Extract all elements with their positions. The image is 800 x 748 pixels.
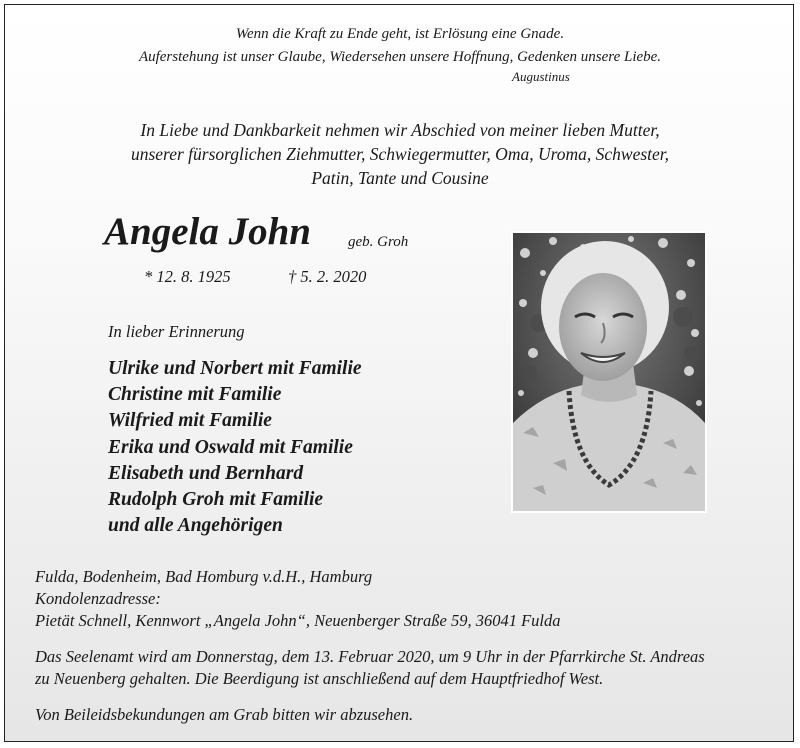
mourner-item: Rudolph Groh mit Familie — [108, 489, 324, 511]
mourners-list — [108, 356, 362, 539]
deceased-name: Angela John — [104, 210, 311, 253]
service-line-2: zu Neuenberg gehalten. Die Beerdigung ist anschließend auf dem Hauptfriedhof West. — [35, 669, 604, 688]
condolence-address: Pietät Schnell, Kennwort „Angela John“, Neuenberger Straße 59, 36041 Fulda — [35, 611, 561, 630]
service-line-1: Das Seelenamt wird am Donnerstag, dem 13. Februar 2020, um 9 Uhr in der Pfarrkirche St. Andreas — [35, 647, 705, 666]
intro-line-1: In Liebe und Dankbarkeit nehmen wir Abschied von meiner lieben Mutter, — [140, 120, 660, 140]
memory-label: In lieber Erinnerung — [108, 322, 245, 341]
maiden-name: geb. Groh — [348, 234, 409, 250]
condolence-label: Kondolenzadresse: — [35, 589, 161, 608]
mourner-item: Ulrike und Norbert mit Familie — [108, 358, 362, 379]
birth-date: * 12. 8. 1925 — [144, 267, 231, 286]
mourner-item: Elisabeth und Bernhard — [108, 462, 304, 484]
quote-author: Augustinus — [512, 69, 570, 84]
intro-line-3: Patin, Tante und Cousine — [311, 168, 489, 188]
mourner-item: und alle Angehörigen — [108, 515, 283, 537]
locations-line: Fulda, Bodenheim, Bad Homburg v.d.H., Hamburg — [35, 567, 373, 586]
closing-note: Von Beileidsbekundungen am Grab bitten wir abzusehen. — [35, 705, 414, 724]
quote-line-1: Wenn die Kraft zu Ende geht, ist Erlösung eine Gnade. — [235, 26, 565, 42]
quote-line-2: Auferstehung ist unser Glaube, Wiedersehen unsere Hoffnung, Gedenken unsere Liebe. — [138, 49, 662, 65]
intro-line-2: unserer fürsorglichen Ziehmutter, Schwiegermutter, Oma, Uroma, Schwester, — [130, 144, 670, 164]
portrait-photo-icon — [511, 231, 707, 513]
mourner-item: Erika und Oswald mit Familie — [108, 436, 353, 458]
mourner-item: Christine mit Familie — [108, 384, 282, 406]
death-date: † 5. 2. 2020 — [288, 267, 367, 286]
obituary-card — [4, 4, 794, 742]
mourner-item: Wilfried mit Familie — [108, 410, 272, 432]
